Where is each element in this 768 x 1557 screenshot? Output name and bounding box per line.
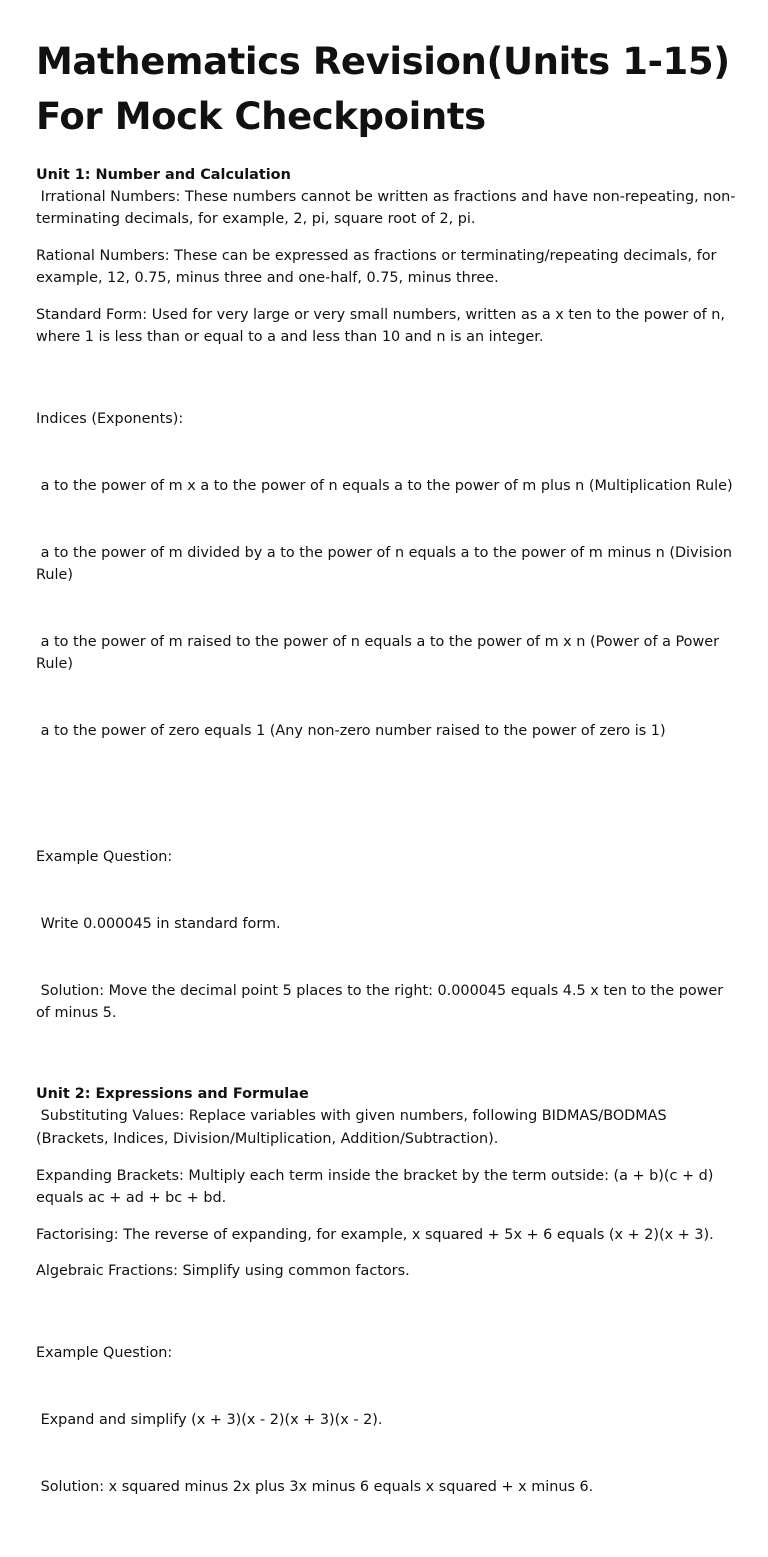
unit-2-example bbox=[36, 1297, 736, 1542]
document-title: Mathematics Revision(Units 1-15) For Mock Checkpoints bbox=[36, 40, 730, 138]
indices-rule-multiplication: a to the power of m x a to the power of n equals a to the power of m plus n (Multiplication Rule) bbox=[36, 477, 733, 494]
factorising-paragraph: Factorising: The reverse of expanding, for example, x squared + 5x + 6 equals (x + 2)(x + 3). bbox=[36, 1226, 714, 1243]
unit-1-section bbox=[36, 164, 736, 1069]
unit-1-example bbox=[36, 801, 736, 1069]
algebraic-fractions-paragraph: Algebraic Fractions: Simplify using common factors. bbox=[36, 1263, 410, 1280]
substituting-values-paragraph: Substituting Values: Replace variables with given numbers, following BIDMAS/BODMAS (Brackets, Indices, Division/Multiplication, Addition/Subtraction). bbox=[36, 1108, 672, 1147]
unit-1-example-label: Example Question: bbox=[36, 849, 173, 866]
unit-2-example-question: Expand and simplify (x + 3)(x - 2)(x + 3)(x - 2). bbox=[36, 1411, 383, 1428]
indices-rule-power-of-power: a to the power of m raised to the power of n equals a to the power of m x n (Power of a Power Rule) bbox=[36, 633, 724, 673]
indices-heading: Indices (Exponents): bbox=[36, 410, 184, 427]
unit-2-example-label: Example Question: bbox=[36, 1344, 173, 1361]
standard-form-paragraph: Standard Form: Used for very large or very small numbers, written as a x ten to the power of n, where 1 is less than or equal to a and less than 10 and n is an integer. bbox=[36, 307, 725, 346]
unit-2-section bbox=[36, 1083, 736, 1542]
irrational-numbers-paragraph: Irrational Numbers: These numbers cannot be written as fractions and have non-repeating, non-terminating decimals, for example, 2, pi, square root of 2, pi. bbox=[36, 189, 736, 228]
document-page bbox=[36, 34, 736, 1557]
indices-rule-zero-power: a to the power of zero equals 1 (Any non-zero number raised to the power of zero is 1) bbox=[36, 723, 666, 740]
indices-paragraph bbox=[36, 363, 736, 787]
indices-rule-division: a to the power of m divided by a to the power of n equals a to the power of m minus n (Division Rule) bbox=[36, 544, 737, 583]
unit-2-example-solution: Solution: x squared minus 2x plus 3x minus 6 equals x squared + x minus 6. bbox=[36, 1478, 594, 1495]
unit-1-heading: Unit 1: Number and Calculation bbox=[36, 167, 291, 183]
expanding-brackets-paragraph: Expanding Brackets: Multiply each term inside the bracket by the term outside: (a + b)(c + d) equals ac + ad + bc + bd. bbox=[36, 1167, 714, 1206]
unit-2-heading: Unit 2: Expressions and Formulae bbox=[36, 1086, 309, 1103]
unit-1-example-question: Write 0.000045 in standard form. bbox=[36, 915, 281, 932]
rational-numbers-paragraph: Rational Numbers: These can be expressed as fractions or terminating/repeating decimals, for example, 12, 0.75, minus three and one-half, 0.75, minus three. bbox=[36, 248, 717, 287]
unit-1-example-solution: Solution: Move the decimal point 5 places to the right: 0.000045 equals 4.5 x ten to the power of minus 5. bbox=[36, 982, 728, 1022]
